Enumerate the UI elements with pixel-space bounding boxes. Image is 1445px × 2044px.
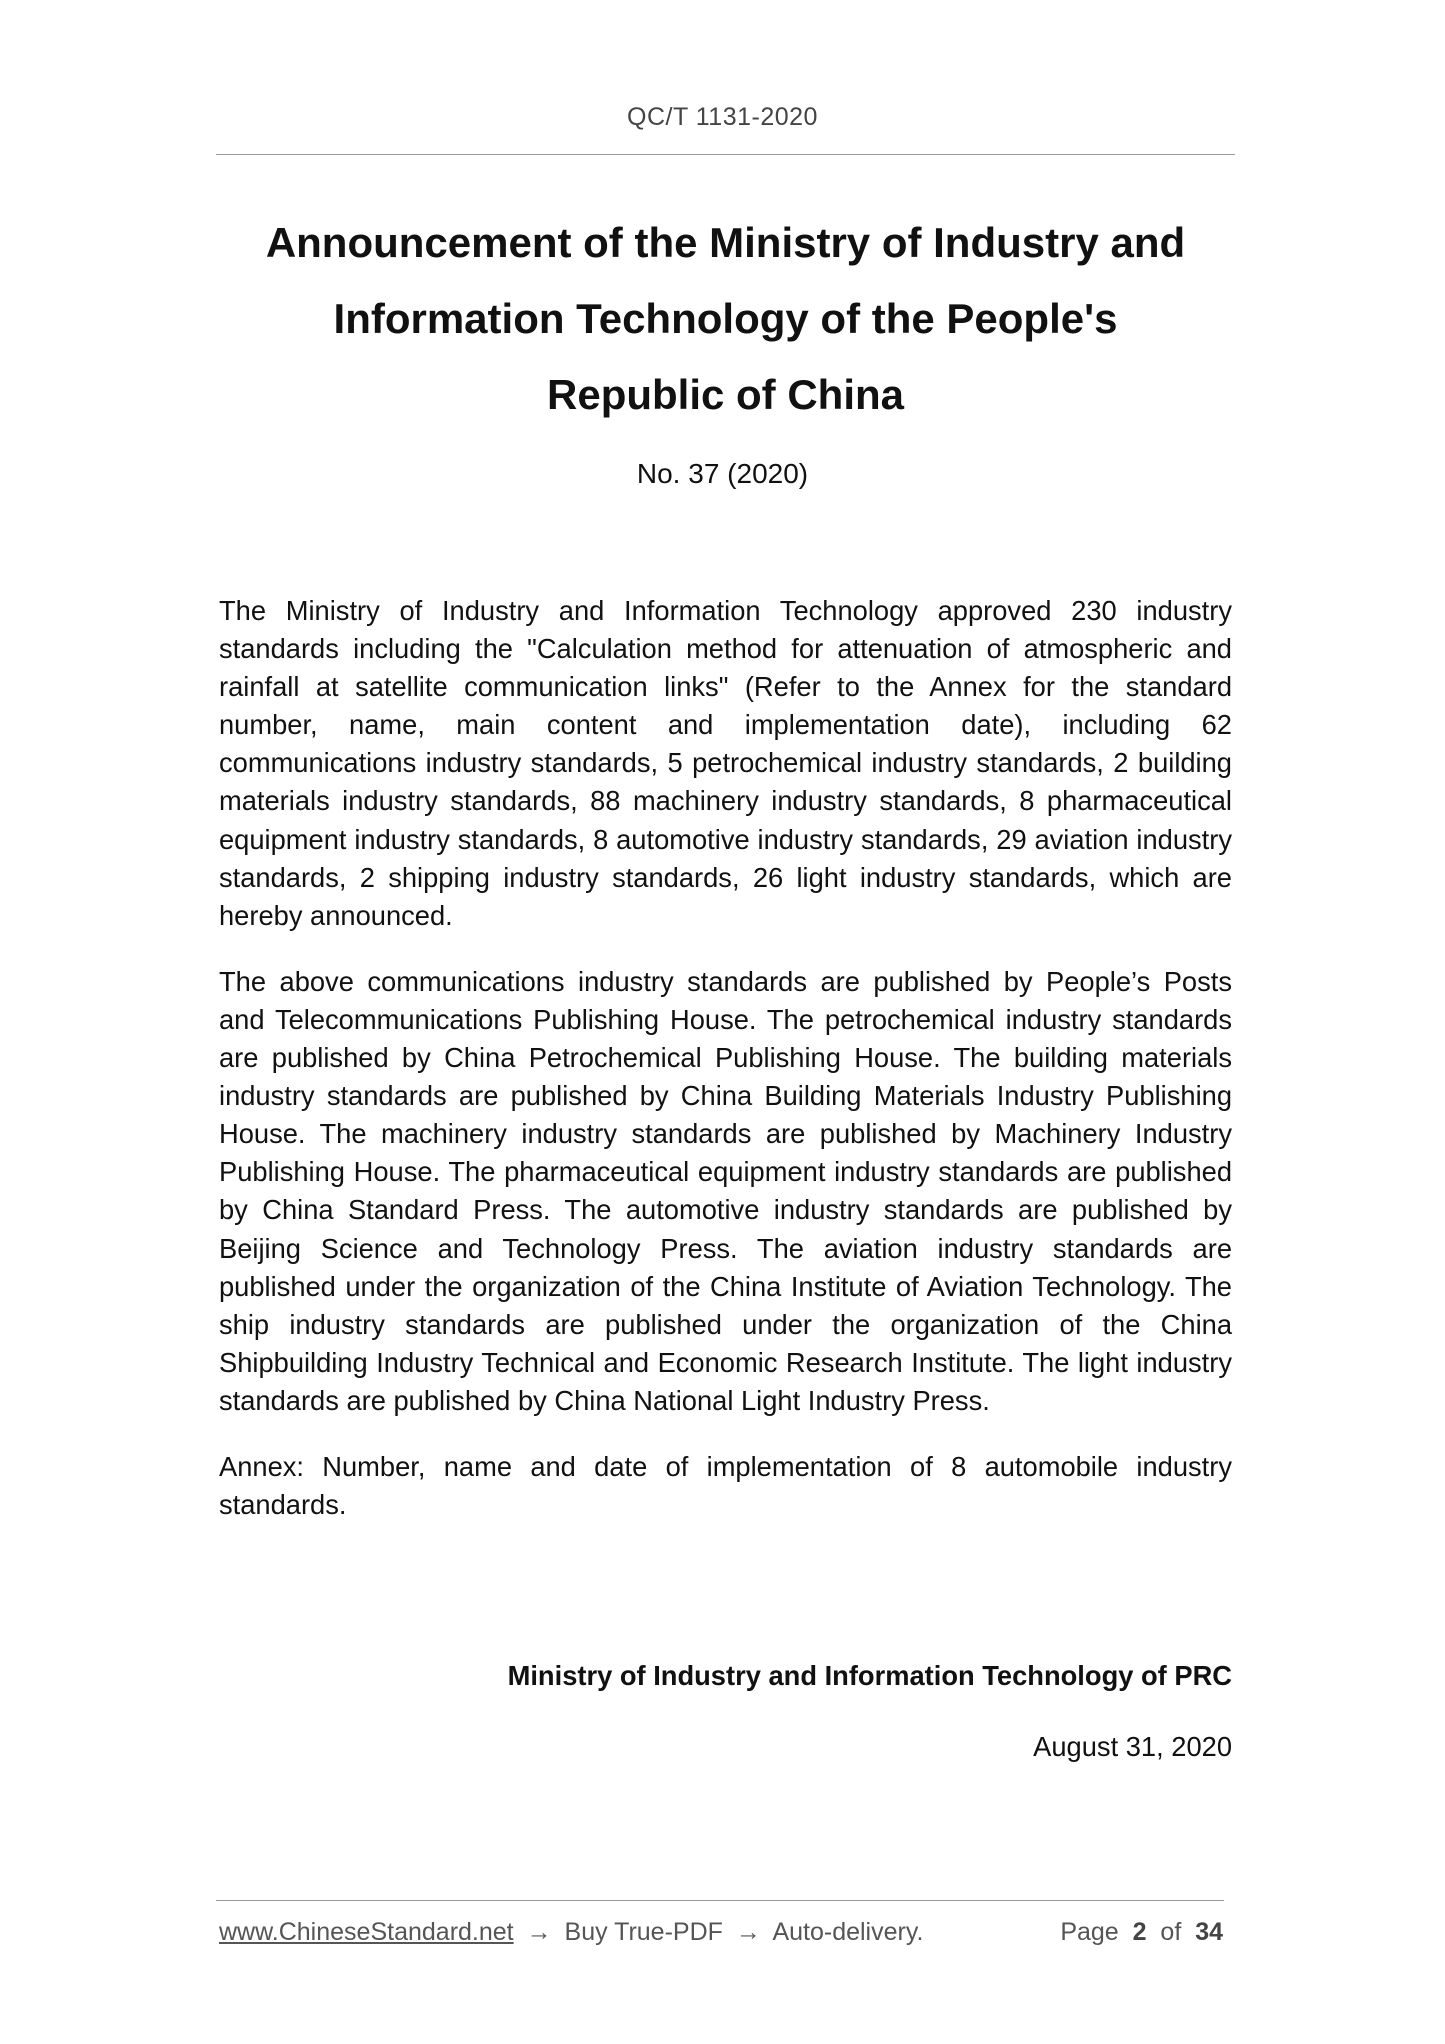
document-body	[219, 592, 1232, 1524]
page-label: Page	[1060, 1918, 1119, 1946]
signing-organization: Ministry of Industry and Information Technology of PRC	[507, 1660, 1232, 1691]
announcement-number: No. 37 (2020)	[636, 458, 809, 489]
buy-true-pdf-text: Buy True-PDF	[564, 1918, 723, 1946]
website-link[interactable]: www.ChineseStandard.net	[219, 1918, 514, 1946]
title-line-2: Information Technology of the People's	[333, 295, 1118, 342]
footer-divider	[216, 1900, 1224, 1901]
body-paragraph-annex: Annex: Number, name and date of implementation of 8 automobile industry standards.	[219, 1450, 1232, 1521]
body-paragraph-publishers: The above communications industry standards are published by People’s Posts and Telecommunications Publishing House. The petrochemical industry standards are published by China Petrochemical Publishing House. The building materials industry standards are published by China Building Materials Industry Publishing House. The machinery industry standards are published by Machinery Industry Publishing House. The pharmaceutical equipment industry standards are published by China Standard Press. The automotive industry standards are published by Beijing Science and Technology Press. The aviation industry standards are published under the organization of the China Institute of Aviation Technology. The ship industry standards are published under the organization of the China Shipbuilding Industry Technical and Economic Research Institute. The light industry standards are published by China National Light Industry Press.	[219, 965, 1232, 1416]
page-current: 2	[1132, 1918, 1147, 1946]
footer-links	[219, 1918, 923, 1947]
title-line-3: Republic of China	[547, 371, 904, 418]
page-indicator	[1060, 1918, 1223, 1947]
auto-delivery-text: Auto-delivery.	[772, 1918, 924, 1946]
signing-date: August 31, 2020	[1033, 1731, 1232, 1762]
body-paragraph-approval: The Ministry of Industry and Information Technology approved 230 industry standards including the "Calculation method for attenuation of atmospheric and rainfall at satellite communication links" (Refer to the Annex for the standard number, name, main content and implementation date), including 62 communications industry standards, 5 petrochemical industry standards, 2 building materials industry standards, 88 machinery industry standards, 8 pharmaceutical equipment industry standards, 8 automotive industry standards, 29 aviation industry standards, 2 shipping industry standards, 26 light industry standards, which are hereby announced.	[219, 595, 1232, 931]
page-total: 34	[1195, 1918, 1223, 1946]
arrow-right-icon: →	[735, 1918, 761, 1946]
page-title	[216, 205, 1235, 433]
header-divider	[216, 154, 1235, 155]
title-line-1: Announcement of the Ministry of Industry and	[265, 219, 1186, 266]
document-code: QC/T 1131-2020	[627, 103, 818, 131]
of-label: of	[1160, 1918, 1182, 1946]
arrow-right-icon: →	[526, 1918, 552, 1946]
